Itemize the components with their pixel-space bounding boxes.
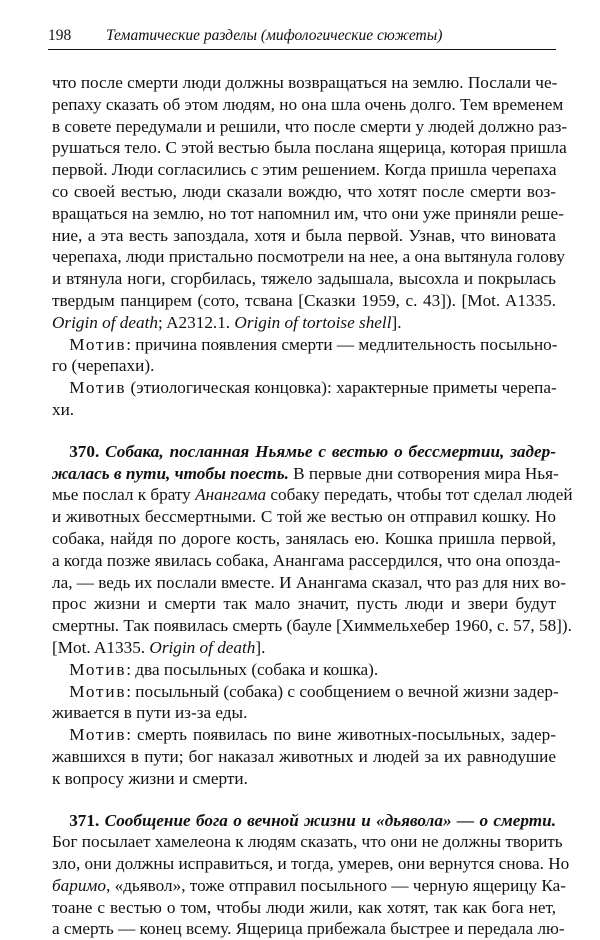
text-line: что после смерти люди должны возвращаться на землю. Послали че- <box>52 72 556 94</box>
motif-line: Мотив: причина появления смерти — медлительность посыльно- <box>52 334 556 356</box>
proper-name: баримо <box>52 876 106 895</box>
text-line: вращаться на землю, но тот напомнил им, что они уже приняли реше- <box>52 203 556 225</box>
text-line: баримо, «дьявол», тоже отправил посыльного — черную ящерицу Ка- <box>52 875 556 897</box>
text-line: зло, они должны исправиться, и тогда, умерев, они вернутся снова. Но <box>52 853 556 875</box>
entry-title-line <box>52 810 556 832</box>
entry-title: жалась в пути, чтобы поесть. <box>52 464 289 483</box>
entry-370 <box>52 441 556 790</box>
text-line: ла, — ведь их послали вместе. И Анангама сказал, что раз для них во- <box>52 572 556 594</box>
entry-number: 370. <box>69 442 99 461</box>
entry-title: Сообщение бога о вечной жизни и «дьявола» — о смерти. <box>105 811 556 830</box>
text-line: Бог посылает хамелеона к людям сказать, что они не должны творить <box>52 831 556 853</box>
motif-label: Мотив <box>69 660 126 679</box>
text-line: живается в пути из-за еды. <box>52 702 556 724</box>
text-line: смертны. Так появилась смерть (бауле [Химмельхебер 1960, с. 57, 58]). <box>52 615 556 637</box>
text-line: репаху сказать об этом людям, но она шла очень долго. Тем временем <box>52 94 556 116</box>
running-header <box>48 26 556 50</box>
text-line: твердым панцирем (сото, тсвана [Сказки 1959, с. 43]). [Mot. A1335. <box>52 290 556 312</box>
text-line: собака, найдя по дороге кость, занялась ею. Кошка пришла первой, <box>52 528 556 550</box>
text-line: жавшихся в пути; бог наказал животных и людей за их равнодушие <box>52 746 556 768</box>
text-line: и втянула ноги, сгорбилась, тяжело задышала, высохла и покрылась <box>52 268 556 290</box>
text-line: к вопросу жизни и смерти. <box>52 768 556 790</box>
motif-label: Мотив <box>69 378 126 397</box>
text-line: в совете передумали и решили, что после смерти у людей должно раз- <box>52 116 556 138</box>
entry-title-line <box>52 441 556 463</box>
motif-index-title: Origin of death <box>52 313 158 332</box>
running-title: Тематические разделы (мифологические сюжеты) <box>106 27 442 44</box>
text-line: а когда позже явилась собака, Анангама рассердился, что она опозда- <box>52 550 556 572</box>
text-line: а смерть — конец всему. Ящерица прибежала быстрее и передала лю- <box>52 918 556 940</box>
text-line: черепаха, люди пристально посмотрели на нее, а она вытянула голову <box>52 246 556 268</box>
text-line: рушаться тело. С этой вестью была послана ящерица, которая пришла <box>52 137 556 159</box>
text-line: жалась в пути, чтобы поесть. В первые дни сотворения мира Нья- <box>52 463 556 485</box>
page-body <box>52 72 556 940</box>
motif-line: Мотив (этиологическая концовка): характерные приметы черепа- <box>52 377 556 399</box>
motif-line: Мотив: два посыльных (собака и кошка). <box>52 659 556 681</box>
text-line: мье послал к брату Анангама собаку передать, чтобы тот сделал людей <box>52 484 556 506</box>
text-line: го (черепахи). <box>52 355 556 377</box>
motif-label: Мотив <box>69 335 126 354</box>
text-line: тоане с вестью о том, чтобы люди жили, как хотят, так как бога нет, <box>52 897 556 919</box>
entry-number: 371. <box>69 811 99 830</box>
entry-371 <box>52 810 556 940</box>
text-line: ние, а эта весть запоздала, хотя и была первой. Узнав, что виновата <box>52 225 556 247</box>
motif-label: Мотив <box>69 725 126 744</box>
proper-name: Анангама <box>195 485 266 504</box>
text-line: первой. Люди согласились с этим решением. Когда пришла черепаха <box>52 159 556 181</box>
text-line: Origin of death; A2312.1. Origin of tortoise shell]. <box>52 312 556 334</box>
motif-label: Мотив <box>69 682 126 701</box>
entry-369-continuation <box>52 72 556 421</box>
motif-index-title: Origin of tortoise shell <box>234 313 391 332</box>
text-line: [Mot. A1335. Origin of death]. <box>52 637 556 659</box>
motif-line: Мотив: посыльный (собака) с сообщением о вечной жизни задер- <box>52 681 556 703</box>
entry-title: Собака, посланная Ньямье с вестью о бессмертии, задер- <box>105 442 556 461</box>
motif-index-title: Origin of death <box>149 638 255 657</box>
page-number: 198 <box>48 26 106 46</box>
text-line: и животных бессмертными. С той же вестью он отправил кошку. Но <box>52 506 556 528</box>
motif-line: Мотив: смерть появилась по вине животных-посыльных, задер- <box>52 724 556 746</box>
text-line: хи. <box>52 399 556 421</box>
text-line: со своей вестью, люди сказали вождю, что хотят после смерти воз- <box>52 181 556 203</box>
text-line: прос жизни и смерти так мало значит, пусть люди и звери будут <box>52 593 556 615</box>
